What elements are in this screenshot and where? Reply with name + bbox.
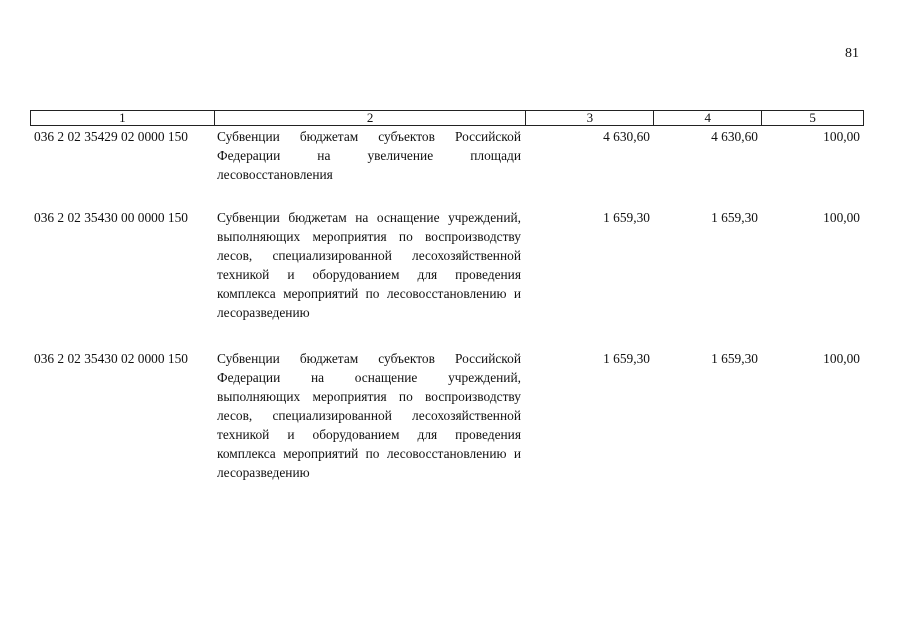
row-description: Субвенции бюджетам субъектов Российской Федерации на оснащение учреждений, выполняющих мероприятия по воспроизводству лесов, специализированной лесохозяйственной техникой и оборудованием для проведения комплекса мероприятий по лесовосстановлению и лесоразведению (217, 351, 521, 480)
value-col-4: 4 630,60 (711, 129, 758, 144)
value-col-3: 1 659,30 (603, 210, 650, 225)
row-description: Субвенции бюджетам субъектов Российской Федерации на увеличение площади лесовосстановления (217, 129, 521, 182)
value-col-5: 100,00 (823, 210, 860, 225)
table-header-row (30, 110, 864, 126)
value-col-3: 4 630,60 (603, 129, 650, 144)
row-description: Субвенции бюджетам на оснащение учреждений, выполняющих мероприятия по воспроизводству лесов, специализированной лесохозяйственной техникой и оборудованием для проведения комплекса мероприятий по лесовосстановлению и лесоразведению (217, 210, 521, 320)
table-row (30, 208, 864, 322)
table-row (30, 349, 864, 482)
column-header-3: 3 (526, 111, 654, 125)
budget-code: 036 2 02 35430 02 0000 150 (34, 351, 188, 366)
table-row (30, 127, 864, 184)
column-header-5: 5 (762, 111, 864, 125)
value-col-3: 1 659,30 (603, 351, 650, 366)
budget-table (30, 110, 864, 482)
column-header-1: 1 (31, 111, 215, 125)
budget-code: 036 2 02 35429 02 0000 150 (34, 129, 188, 144)
column-header-2: 2 (215, 111, 527, 125)
budget-code: 036 2 02 35430 00 0000 150 (34, 210, 188, 225)
value-col-4: 1 659,30 (711, 210, 758, 225)
value-col-5: 100,00 (823, 129, 860, 144)
value-col-5: 100,00 (823, 351, 860, 366)
value-col-4: 1 659,30 (711, 351, 758, 366)
page-number: 81 (845, 46, 859, 61)
column-header-4: 4 (654, 111, 762, 125)
